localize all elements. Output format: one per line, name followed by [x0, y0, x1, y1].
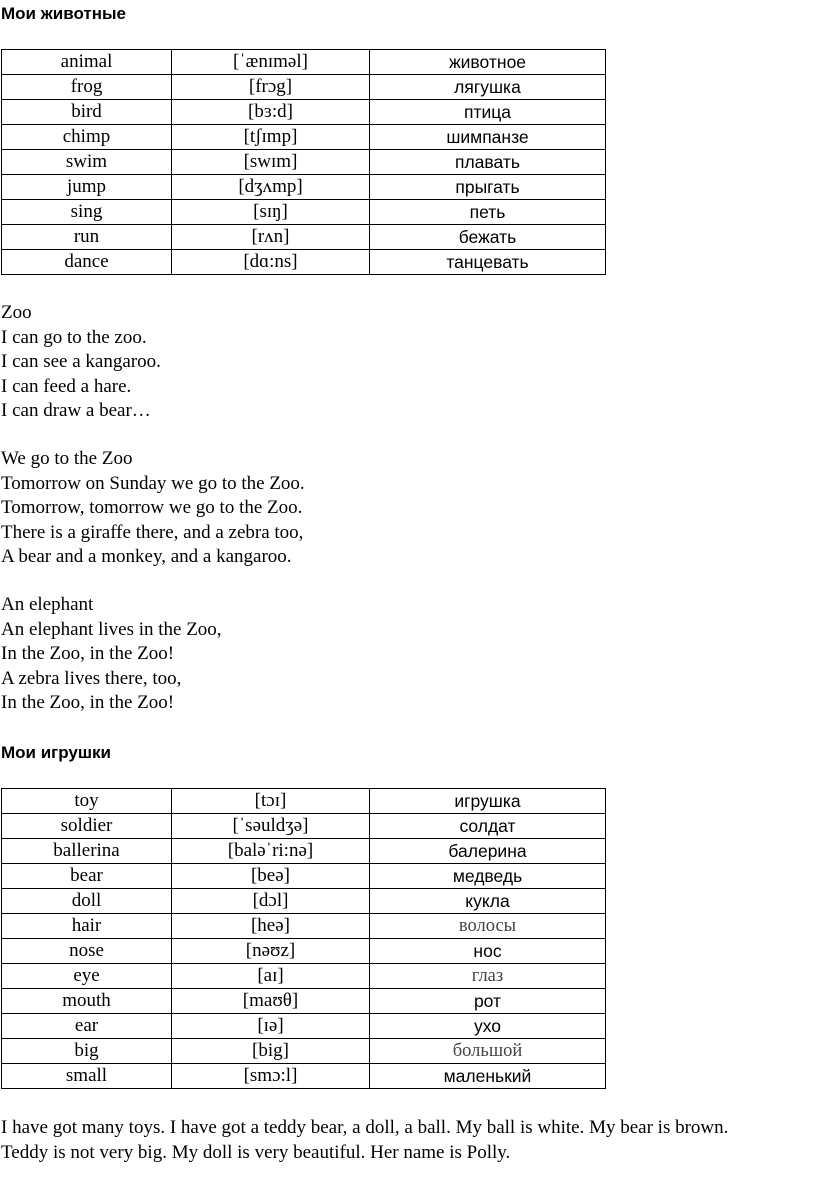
transcription-cell: [tɔɪ]	[172, 789, 370, 814]
table-row	[2, 75, 606, 100]
word-cell: toy	[2, 789, 172, 814]
word-cell: soldier	[2, 814, 172, 839]
table-row	[2, 889, 606, 914]
word-cell: bird	[2, 100, 172, 125]
word-cell: big	[2, 1039, 172, 1064]
table-row	[2, 225, 606, 250]
word-cell: run	[2, 225, 172, 250]
transcription-cell: [nəʊz]	[172, 939, 370, 964]
transcription-cell: [maʊθ]	[172, 989, 370, 1014]
poem-line: Tomorrow on Sunday we go to the Zoo.	[1, 472, 305, 494]
translation-cell: плавать	[370, 150, 606, 175]
word-cell: doll	[2, 889, 172, 914]
paragraph-line: Teddy is not very big. My doll is very beautiful. Her name is Polly.	[1, 1141, 511, 1163]
transcription-cell: [baləˈri:nə]	[172, 839, 370, 864]
transcription-cell: [beə]	[172, 864, 370, 889]
translation-cell: шимпанзе	[370, 125, 606, 150]
table-row	[2, 175, 606, 200]
translation-cell: танцевать	[370, 250, 606, 275]
word-cell: chimp	[2, 125, 172, 150]
poem-line: I can go to the zoo.	[1, 326, 147, 348]
word-cell: swim	[2, 150, 172, 175]
table-row	[2, 1064, 606, 1089]
transcription-cell: [smɔ:l]	[172, 1064, 370, 1089]
translation-cell: бежать	[370, 225, 606, 250]
word-cell: eye	[2, 964, 172, 989]
translation-cell: маленький	[370, 1064, 606, 1089]
poem-an-elephant	[1, 593, 222, 716]
transcription-cell: [bɜ:d]	[172, 100, 370, 125]
word-cell: ear	[2, 1014, 172, 1039]
word-cell: small	[2, 1064, 172, 1089]
word-cell: hair	[2, 914, 172, 939]
table-row	[2, 150, 606, 175]
poem-line: There is a giraffe there, and a zebra too,	[1, 521, 304, 543]
translation-cell: медведь	[370, 864, 606, 889]
word-cell: mouth	[2, 989, 172, 1014]
transcription-cell: [dɔl]	[172, 889, 370, 914]
poem-line: In the Zoo, in the Zoo!	[1, 643, 175, 664]
table-row	[2, 914, 606, 939]
translation-cell: солдат	[370, 814, 606, 839]
transcription-cell: [ˈænɪməl]	[172, 50, 370, 75]
translation-cell: рот	[370, 989, 606, 1014]
toys-heading: Мои игрушки	[1, 743, 111, 762]
poem-we-go-to-the-zoo	[1, 447, 305, 570]
poem-line: I can draw a bear…	[1, 400, 151, 421]
word-cell: jump	[2, 175, 172, 200]
transcription-cell: [aɪ]	[172, 964, 370, 989]
table-row	[2, 839, 606, 864]
poem-line: I can feed a hare.	[1, 375, 132, 397]
table-row	[2, 250, 606, 275]
poem-line: A zebra lives there, too,	[1, 667, 182, 689]
transcription-cell: [sɪŋ]	[172, 200, 370, 225]
translation-cell: ухо	[370, 1014, 606, 1039]
translation-cell: петь	[370, 200, 606, 225]
poem-line: Tomorrow, tomorrow we go to the Zoo.	[1, 497, 303, 518]
word-cell: nose	[2, 939, 172, 964]
table-row	[2, 814, 606, 839]
poem-line: In the Zoo, in the Zoo!	[1, 692, 175, 713]
word-cell: animal	[2, 50, 172, 75]
table-row	[2, 100, 606, 125]
word-cell: dance	[2, 250, 172, 275]
table-row	[2, 789, 606, 814]
transcription-cell: [dʒʌmp]	[172, 175, 370, 200]
table-row	[2, 1014, 606, 1039]
animals-vocab-table	[1, 49, 606, 275]
table-row	[2, 964, 606, 989]
transcription-cell: [big]	[172, 1039, 370, 1064]
poem-zoo	[1, 301, 161, 424]
transcription-cell: [ˈsəuldʒə]	[172, 814, 370, 839]
transcription-cell: [tʃɪmp]	[172, 125, 370, 150]
translation-cell: птица	[370, 100, 606, 125]
transcription-cell: [ɪə]	[172, 1014, 370, 1039]
closing-paragraph	[1, 1116, 728, 1165]
table-row	[2, 989, 606, 1014]
table-row	[2, 50, 606, 75]
table-row	[2, 200, 606, 225]
translation-cell: игрушка	[370, 789, 606, 814]
table-row	[2, 939, 606, 964]
transcription-cell: [rʌn]	[172, 225, 370, 250]
toys-vocab-table	[1, 788, 606, 1089]
paragraph-line: I have got many toys. I have got a teddy bear, a doll, a ball. My ball is white. My bear is brown.	[1, 1117, 729, 1138]
poem-title: We go to the Zoo	[1, 448, 133, 469]
word-cell: bear	[2, 864, 172, 889]
poem-line: I can see a kangaroo.	[1, 351, 161, 372]
translation-cell: животное	[370, 50, 606, 75]
translation-cell: большой	[370, 1039, 606, 1064]
word-cell: ballerina	[2, 839, 172, 864]
poem-line: An elephant lives in the Zoo,	[1, 618, 222, 640]
poem-title: An elephant	[1, 594, 94, 615]
translation-cell: волосы	[370, 914, 606, 939]
word-cell: sing	[2, 200, 172, 225]
animals-heading: Мои животные	[1, 4, 126, 23]
transcription-cell: [heə]	[172, 914, 370, 939]
translation-cell: балерина	[370, 839, 606, 864]
translation-cell: нос	[370, 939, 606, 964]
translation-cell: лягушка	[370, 75, 606, 100]
translation-cell: глаз	[370, 964, 606, 989]
transcription-cell: [swɪm]	[172, 150, 370, 175]
word-cell: frog	[2, 75, 172, 100]
poem-line: A bear and a monkey, and a kangaroo.	[1, 546, 292, 567]
translation-cell: кукла	[370, 889, 606, 914]
transcription-cell: [frɔg]	[172, 75, 370, 100]
translation-cell: прыгать	[370, 175, 606, 200]
table-row	[2, 125, 606, 150]
transcription-cell: [dɑ:ns]	[172, 250, 370, 275]
table-row	[2, 1039, 606, 1064]
poem-title: Zoo	[1, 302, 32, 323]
table-row	[2, 864, 606, 889]
